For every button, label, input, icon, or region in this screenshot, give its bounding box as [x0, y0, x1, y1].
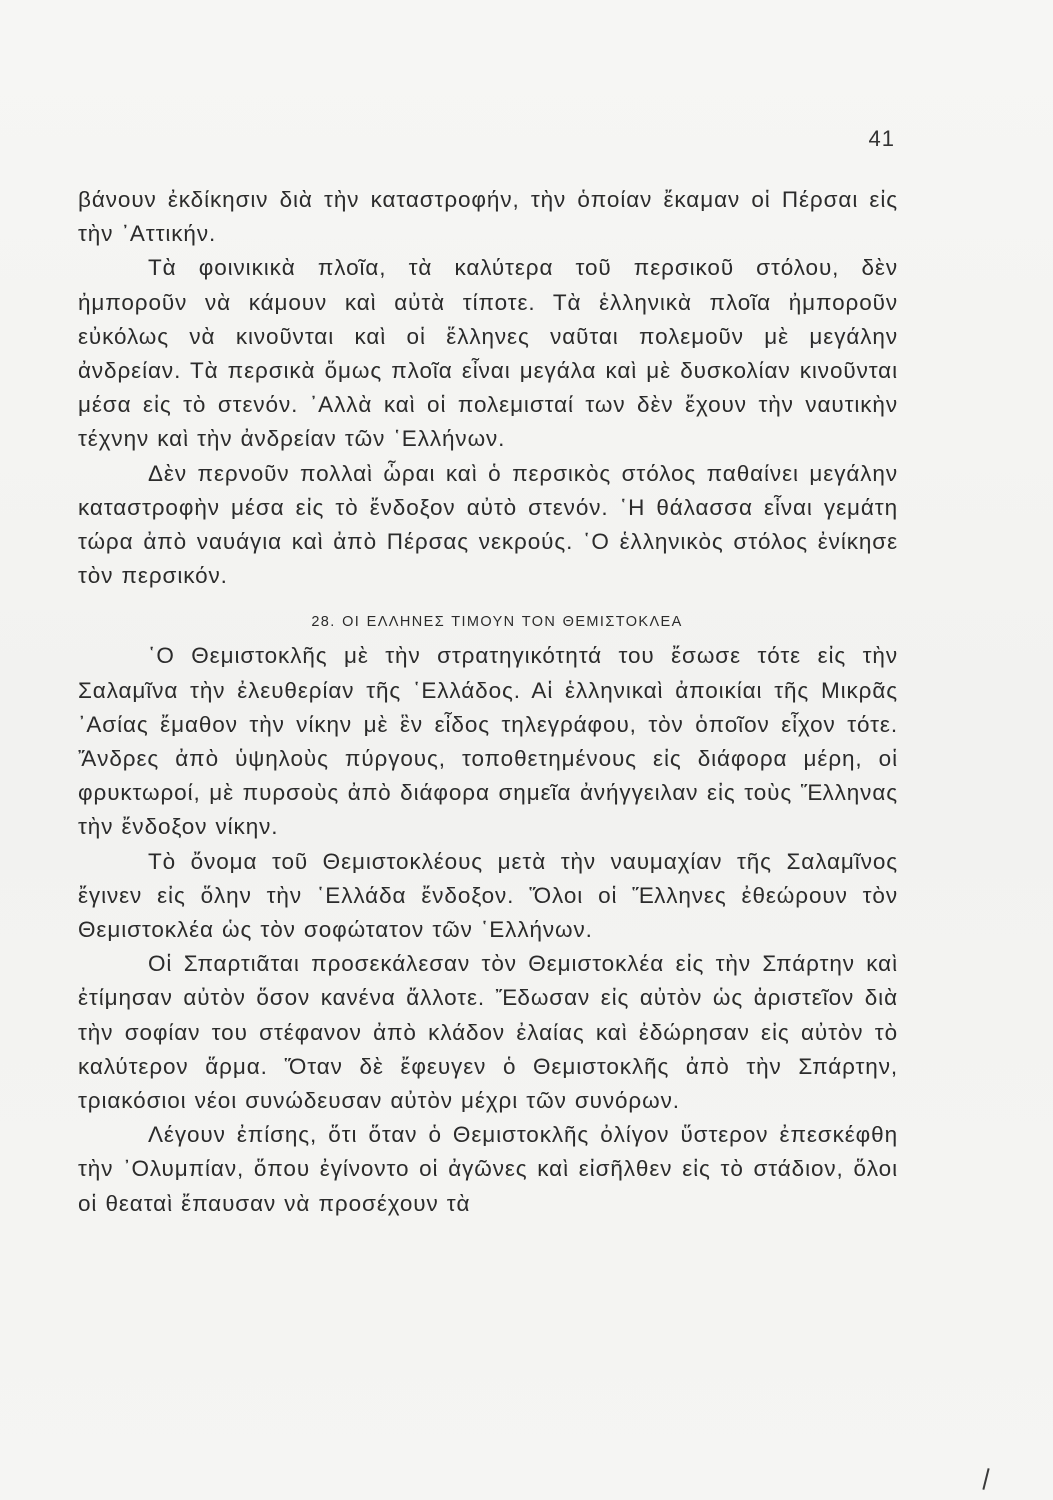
body-text [78, 183, 898, 1221]
paragraph-spartans-honor: Οἱ Σπαρτιᾶται προσεκάλεσαν τὸν Θεμιστοκλέα εἰς τὴν Σπάρτην καὶ ἐτίμησαν αὐτὸν ὅσον κανένα ἄλλοτε. Ἔδωσαν εἰς αὐτὸν ὡς ἀριστεῖον διὰ τὴν σοφίαν του στέφανον ἀπὸ κλάδον ἐλαίας καὶ ἐδώρησαν εἰς αὐτὸν τὸ καλύτερον ἅρμα. Ὅταν δὲ ἔφευγεν ὁ Θεμιστοκλῆς ἀπὸ τὴν Σπάρτην, τριακόσιοι νέοι συνώδευσαν αὐτὸν μέχρι τῶν συνόρων. [78, 951, 898, 1114]
paragraph-olympia-visit: Λέγουν ἐπίσης, ὅτι ὅταν ὁ Θεμιστοκλῆς ὀλίγον ὕστερον ἐπεσκέφθη τὴν ᾿Ολυμπίαν, ὅπου ἐγίνοντο οἱ ἀγῶνες καὶ εἰσῆλθεν εἰς τὸ στάδιον, ὅλοι οἱ θεαταὶ ἔπαυσαν νὰ προσέχουν τὰ [78, 1122, 898, 1216]
paragraph-themistocles-saved: ῾Ο Θεμιστοκλῆς μὲ τὴν στρατηγικότητά του ἔσωσε τότε εἰς τὴν Σαλαμῖνα τὴν ἐλευθερίαν τῆς ῾Ελλάδος. Αἱ ἑλληνικαὶ ἀποικίαι τῆς Μικρᾶς ᾿Ασίας ἔμαθον τὴν νίκην μὲ ἓν εἶδος τηλεγράφου, τὸν ὁποῖον εἶχον τότε. Ἄνδρες ἀπὸ ὑψηλοὺς πύργους, τοποθετημένους εἰς διάφορα μέρη, οἱ φρυκτωροί, μὲ πυρσοὺς ἀπὸ διάφορα σημεῖα ἀνήγγειλαν εἰς τοὺς Ἕλληνας τὴν ἔνδοξον νίκην. [78, 643, 898, 840]
page-number: 41 [868, 126, 895, 151]
section-heading: 28. ΟΙ ΕΛΛΗΝΕΣ ΤΙΜΟΥΝ ΤΟΝ ΘΕΜΙΣΤΟΚΛΕΑ [311, 614, 683, 631]
paragraph-continuation: βάνουν ἐκδίκησιν διὰ τὴν καταστροφήν, τὴν ὁποίαν ἔκαμαν οἱ Πέρσαι εἰς τὴν ᾿Αττικήν. [78, 187, 898, 247]
paragraph-persian-defeat: Δὲν περνοῦν πολλαὶ ὧραι καὶ ὁ περσικὸς στόλος παθαίνει μεγάλην καταστροφὴν μέσα εἰς τὸ ἔνδοξον αὐτὸ στενόν. ῾Η θάλασσα εἶναι γεμάτη τώρα ἀπὸ ναυάγια καὶ ἀπὸ Πέρσας νεκρούς. ῾Ο ἑλληνικὸς στόλος ἐνίκησε τὸν περσικόν. [78, 460, 898, 589]
paragraph-themistocles-fame: Τὸ ὄνομα τοῦ Θεμιστοκλέους μετὰ τὴν ναυμαχίαν τῆς Σαλαμῖνος ἔγινεν εἰς ὅλην τὴν ῾Ελλάδα ἔνδοξον. Ὅλοι οἱ Ἕλληνες ἐθεώρουν τὸν Θεμιστοκλέα ὡς τὸν σοφώτατον τῶν ῾Ελλήνων. [78, 848, 898, 943]
margin-pencil-mark [982, 1468, 989, 1490]
paragraph-phoenician-ships: Τὰ φοινικικὰ πλοῖα, τὰ καλύτερα τοῦ περσικοῦ στόλου, δὲν ἠμποροῦν νὰ κάμουν καὶ αὐτὰ τίποτε. Τὰ ἑλληνικὰ πλοῖα ἠμποροῦν εὐκόλως νὰ κινοῦνται καὶ οἱ ἕλληνες ναῦται πολεμοῦν μὲ μεγάλην ἀνδρείαν. Τὰ περσικὰ ὅμως πλοῖα εἶναι μεγάλα καὶ μὲ δυσκολίαν κινοῦνται μέσα εἰς τὸ στενόν. ᾿Αλλὰ καὶ οἱ πολεμισταί των δὲν ἔχουν τὴν ναυτικὴν τέχνην καὶ τὴν ἀνδρείαν τῶν ῾Ελλήνων. [78, 255, 898, 452]
